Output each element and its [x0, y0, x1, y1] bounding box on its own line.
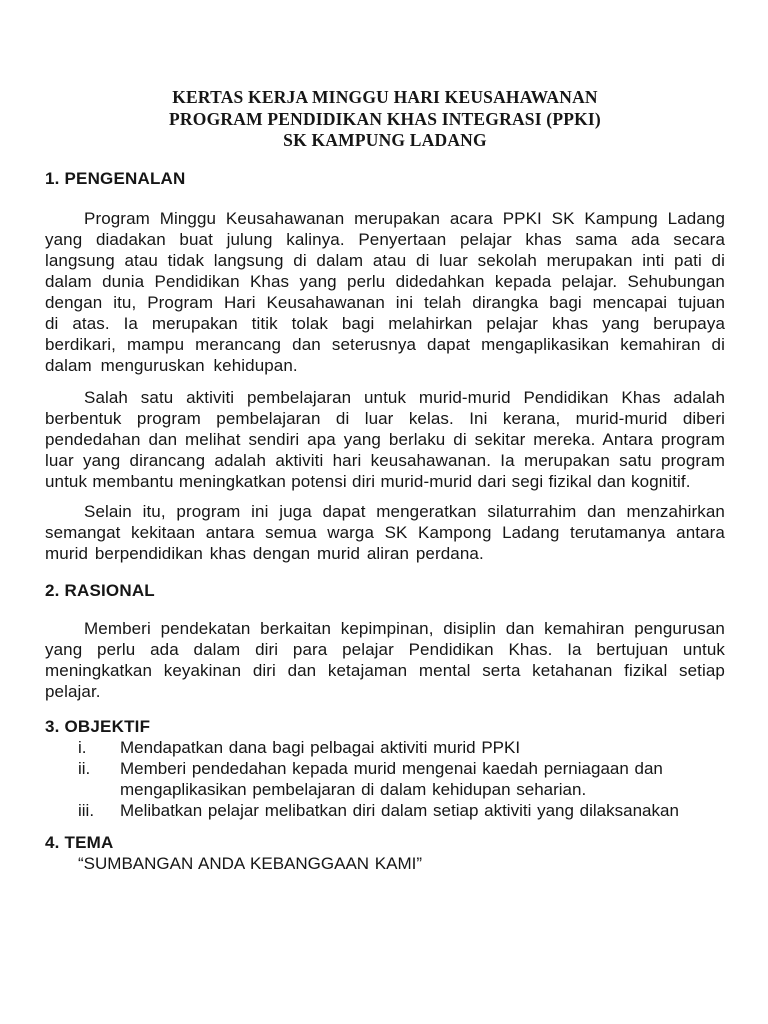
document-content — [45, 87, 725, 874]
document-title — [45, 87, 725, 152]
objektif-item-3-marker: iii. — [78, 800, 95, 820]
objektif-item-3-text: Melibatkan pelajar melibatkan diri dalam setiap aktiviti yang dilaksanakan — [120, 800, 679, 820]
section-heading-pengenalan: 1. PENGENALAN — [45, 168, 186, 188]
section-heading-rasional: 2. RASIONAL — [45, 580, 155, 600]
objektif-list — [45, 737, 725, 821]
objektif-item-1-marker: i. — [78, 737, 87, 757]
tema-quote: “SUMBANGAN ANDA KEBANGGAAN KAMI” — [78, 853, 423, 873]
section-heading-objektif: 3. OBJEKTIF — [45, 716, 151, 736]
objektif-item-3 — [45, 800, 725, 821]
objektif-item-1 — [45, 737, 725, 758]
paragraph-pengenalan-1: Program Minggu Keusahawanan merupakan acara PPKI SK Kampung Ladang yang diadakan buat julung kalinya. Penyertaan pelajar khas sama ada secara langsung atau tidak langsung di dalam atau di luar sekolah merupakan inti pati di dalam dunia Pendidikan Khas yang perlu didedahkan kepada pelajar. Sehubungan dengan itu, Program Hari Keusahawanan ini telah dirangka bagi mencapai tujuan di atas. Ia merupakan titik tolak bagi melahirkan pelajar khas yang berupaya berdikari, mampu merancang dan seterusnya dapat mengaplikasikan kemahiran di dalam menguruskan kehidupan. — [45, 208, 725, 375]
document-title-line-1: KERTAS KERJA MINGGU HARI KEUSAHAWANAN — [172, 87, 598, 107]
document-title-line-3: SK KAMPUNG LADANG — [283, 130, 487, 150]
objektif-item-1-text: Mendapatkan dana bagi pelbagai aktiviti murid PPKI — [120, 737, 521, 757]
section-heading-tema: 4. TEMA — [45, 832, 114, 852]
objektif-item-2-text: Memberi pendedahan kepada murid mengenai kaedah perniagaan dan mengaplikasikan pembelajaran di dalam kehidupan seharian. — [120, 758, 663, 799]
paragraph-pengenalan-2: Salah satu aktiviti pembelajaran untuk murid-murid Pendidikan Khas adalah berbentuk program pembelajaran di luar kelas. Ini kerana, murid-murid diberi pendedahan dan melihat sendiri apa yang berlaku di sekitar mereka. Antara program luar yang dirancang adalah aktiviti hari keusahawanan. Ia merupakan satu program untuk membantu meningkatkan potensi diri murid-murid dari segi fizikal dan kognitif. — [45, 387, 725, 491]
objektif-item-2 — [45, 758, 725, 800]
paragraph-pengenalan-3: Selain itu, program ini juga dapat mengeratkan silaturrahim dan menzahirkan semangat kekitaan antara semua warga SK Kampong Ladang terutamanya antara murid berpendidikan khas dengan murid aliran perdana. — [45, 501, 725, 563]
objektif-item-2-marker: ii. — [78, 758, 91, 778]
document-title-line-2: PROGRAM PENDIDIKAN KHAS INTEGRASI (PPKI) — [169, 108, 601, 129]
paragraph-rasional: Memberi pendekatan berkaitan kepimpinan, disiplin dan kemahiran pengurusan yang perlu ada dalam diri para pelajar Pendidikan Khas. Ia bertujuan untuk meningkatkan keyakinan diri dan ketajaman mental serta ketahanan fizikal setiap pelajar. — [45, 618, 725, 701]
